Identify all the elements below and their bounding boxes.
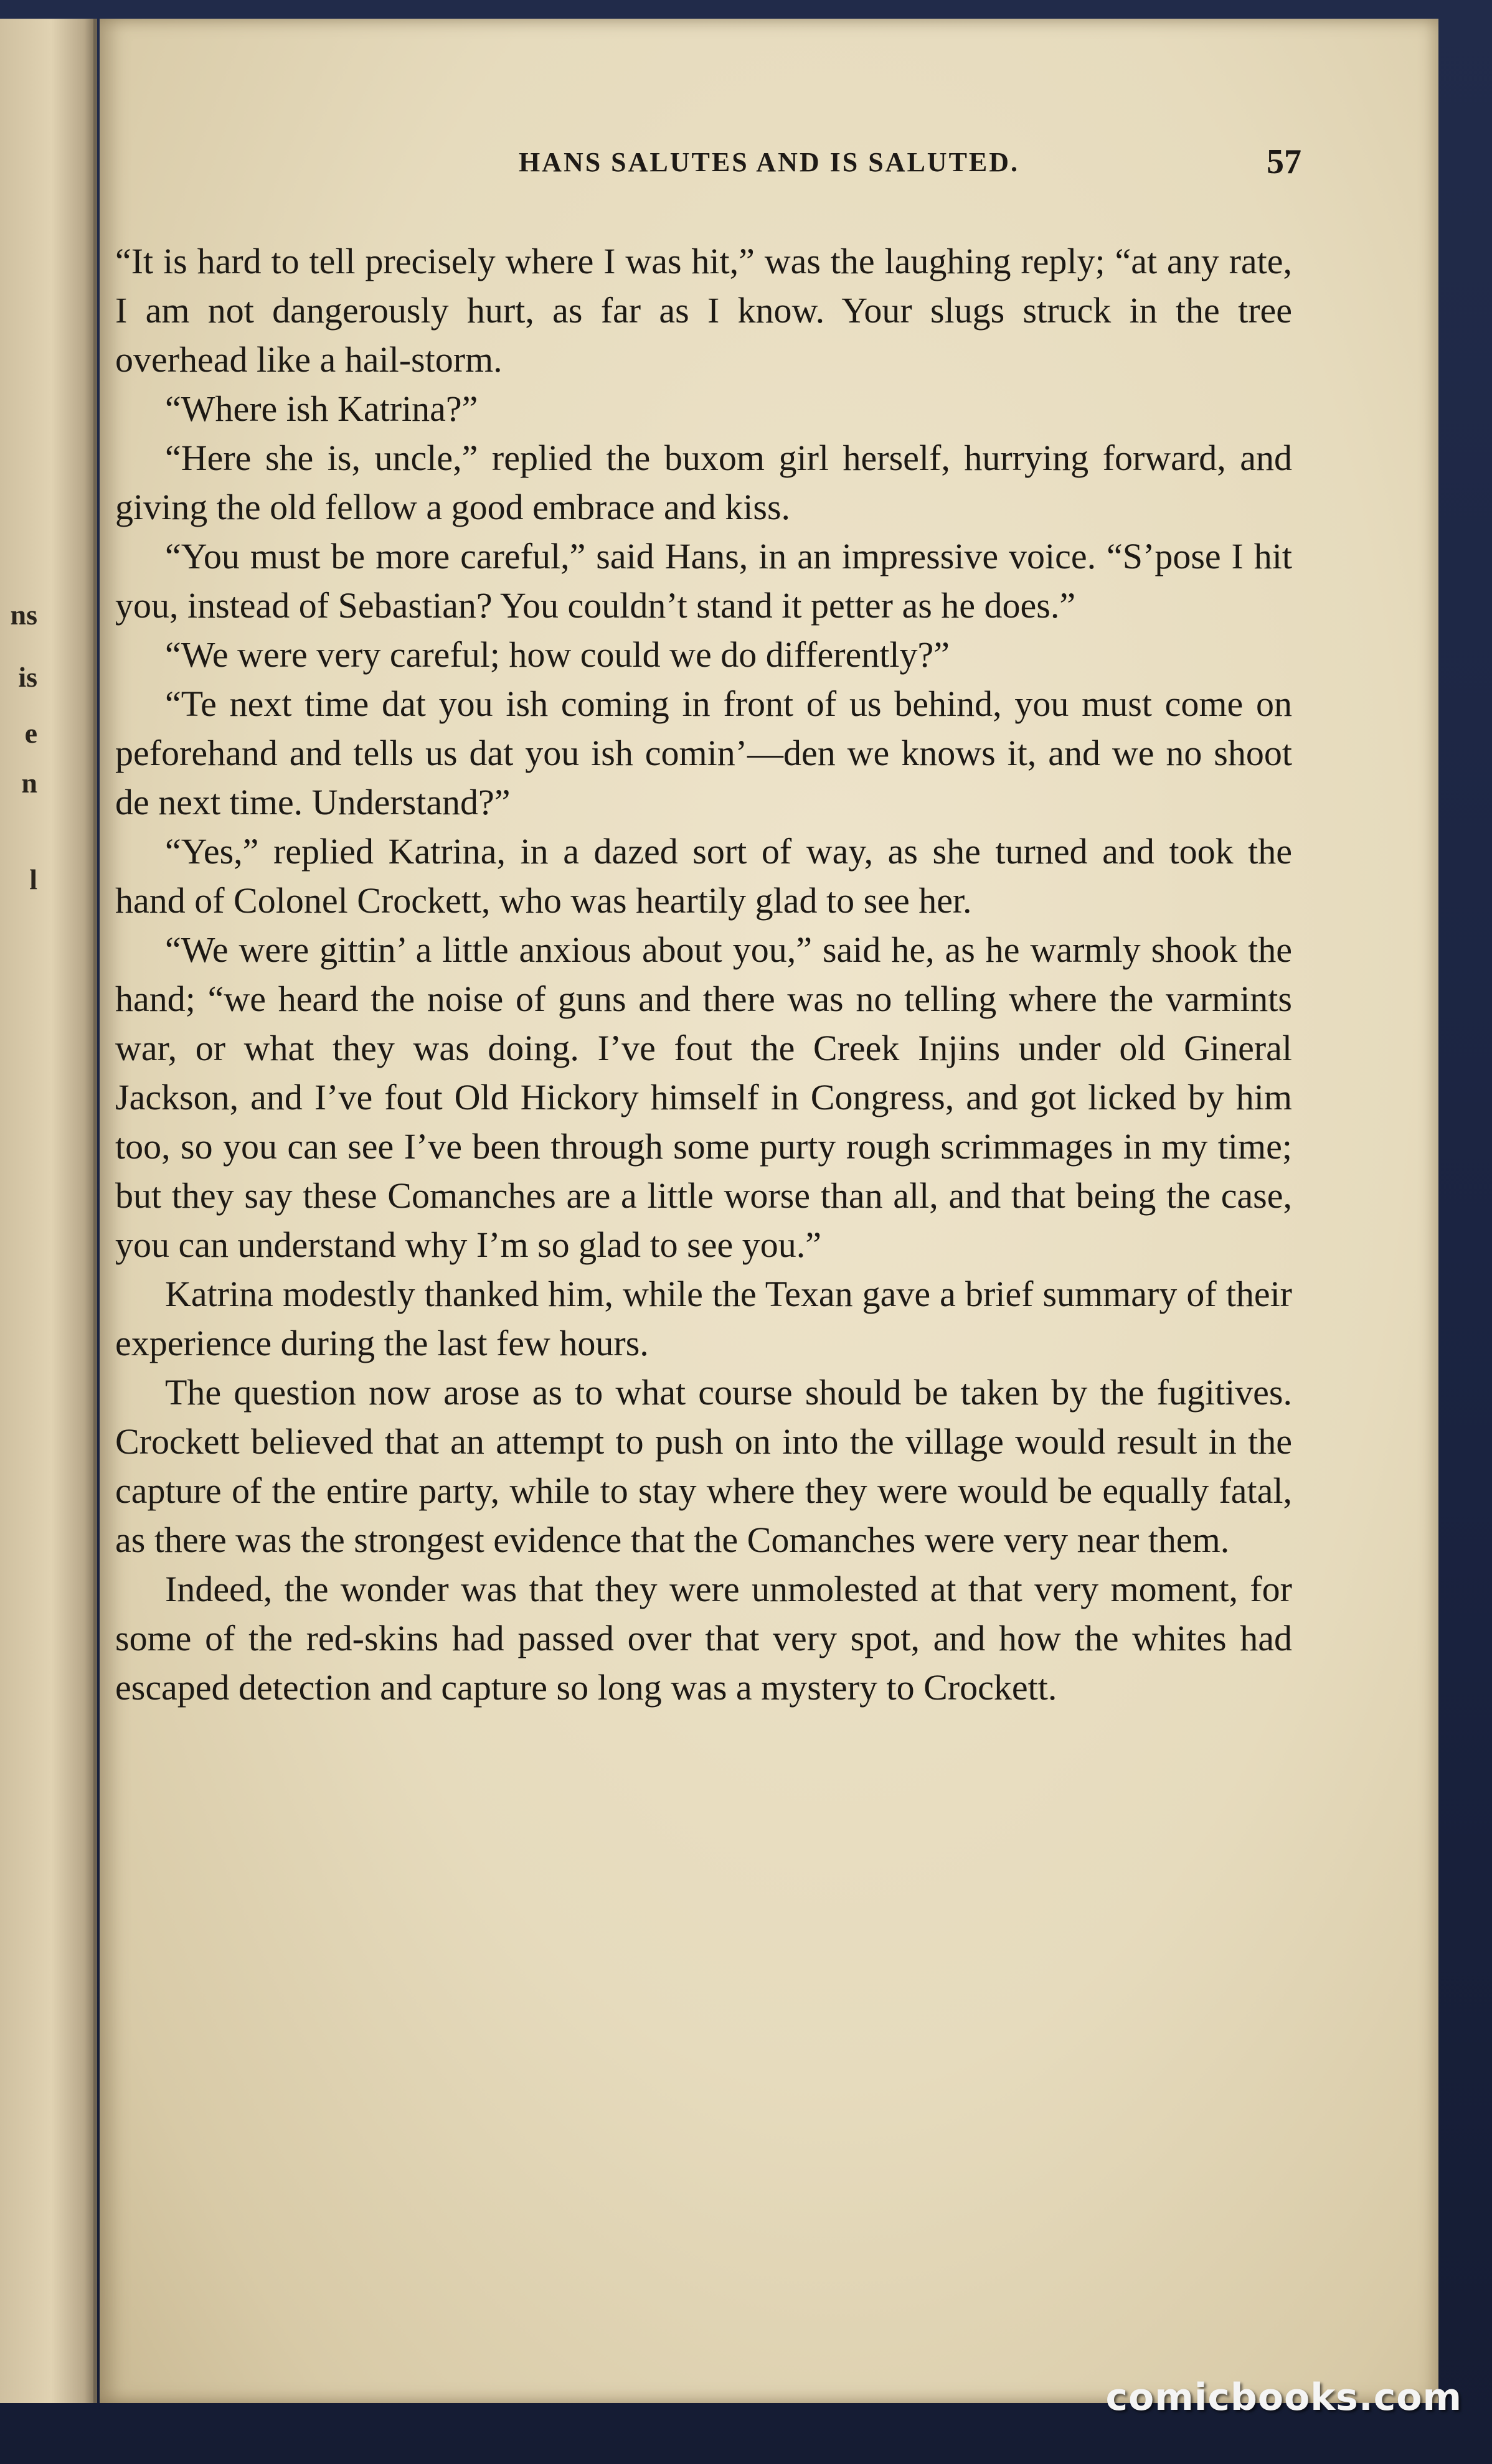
paragraph: “Where ish Katrina?” xyxy=(165,388,478,429)
running-head: HANS SALUTES AND IS SALUTED. xyxy=(518,147,1020,177)
page-number: 57 xyxy=(1267,143,1301,181)
previous-page-edge xyxy=(0,19,97,2403)
previous-page-fragment: l xyxy=(29,863,37,895)
paragraph: The question now arose as to what course should be taken by the fugitives. Crockett believed that an attempt to push on into the village would result in the capture of the entire party, while to stay where they were would be equally fatal, as there was the strongest evidence that the Comanches were very near them. xyxy=(115,1372,1292,1560)
paragraph: “Te next time dat you ish coming in front of us behind, you must come on peforehand and tells us dat you ish comin’—den we knows it, and we no shoot de next time. Understand?” xyxy=(115,684,1292,822)
paragraph: “We were gittin’ a little anxious about you,” said he, as he warmly shook the hand; “we heard the noise of guns and there was no telling where the varmints war, or what they was doing. I’ve fout the Creek Injins under old Gineral Jackson, and I’ve fout Old Hickory himself in Congress, and got licked by him too, so you can see I’ve been through some purty rough scrimmages in my time; but they say these Comanches are a little worse than all, and that being the case, you can understand why I’m so glad to see you.” xyxy=(115,929,1292,1265)
previous-page-fragment: e xyxy=(24,717,37,749)
previous-page-fragment: is xyxy=(18,661,37,693)
paragraph: “Here she is, uncle,” replied the buxom girl herself, hurrying forward, and giving the old fellow a good embrace and kiss. xyxy=(115,438,1292,527)
previous-page-fragment: n xyxy=(21,767,37,799)
paragraph: “We were very careful; how could we do differently?” xyxy=(165,634,950,675)
paragraph: Katrina modestly thanked him, while the Texan gave a brief summary of their experience during the last few hours. xyxy=(115,1274,1292,1363)
paragraph: “Yes,” replied Katrina, in a dazed sort of way, as she turned and took the hand of Colonel Crockett, who was heartily glad to see her. xyxy=(115,831,1292,921)
watermark: comicbooks.com xyxy=(1105,2376,1462,2419)
previous-page-fragment: ns xyxy=(10,599,37,631)
book-page xyxy=(100,19,1438,2403)
paragraph: “You must be more careful,” said Hans, in an impressive voice. “S’pose I hit you, instead of Sebastian? You couldn’t stand it petter as he does.” xyxy=(115,536,1292,626)
body-text xyxy=(115,237,1292,1712)
paragraph: Indeed, the wonder was that they were unmolested at that very moment, for some of the red-skins had passed over that very spot, and how the whites had escaped detection and capture so long was a mystery to Crockett. xyxy=(115,1569,1292,1708)
paragraph: “It is hard to tell precisely where I was hit,” was the laughing reply; “at any rate, I am not dangerously hurt, as far as I know. Your slugs struck in the tree overhead like a hail-storm. xyxy=(115,241,1292,380)
